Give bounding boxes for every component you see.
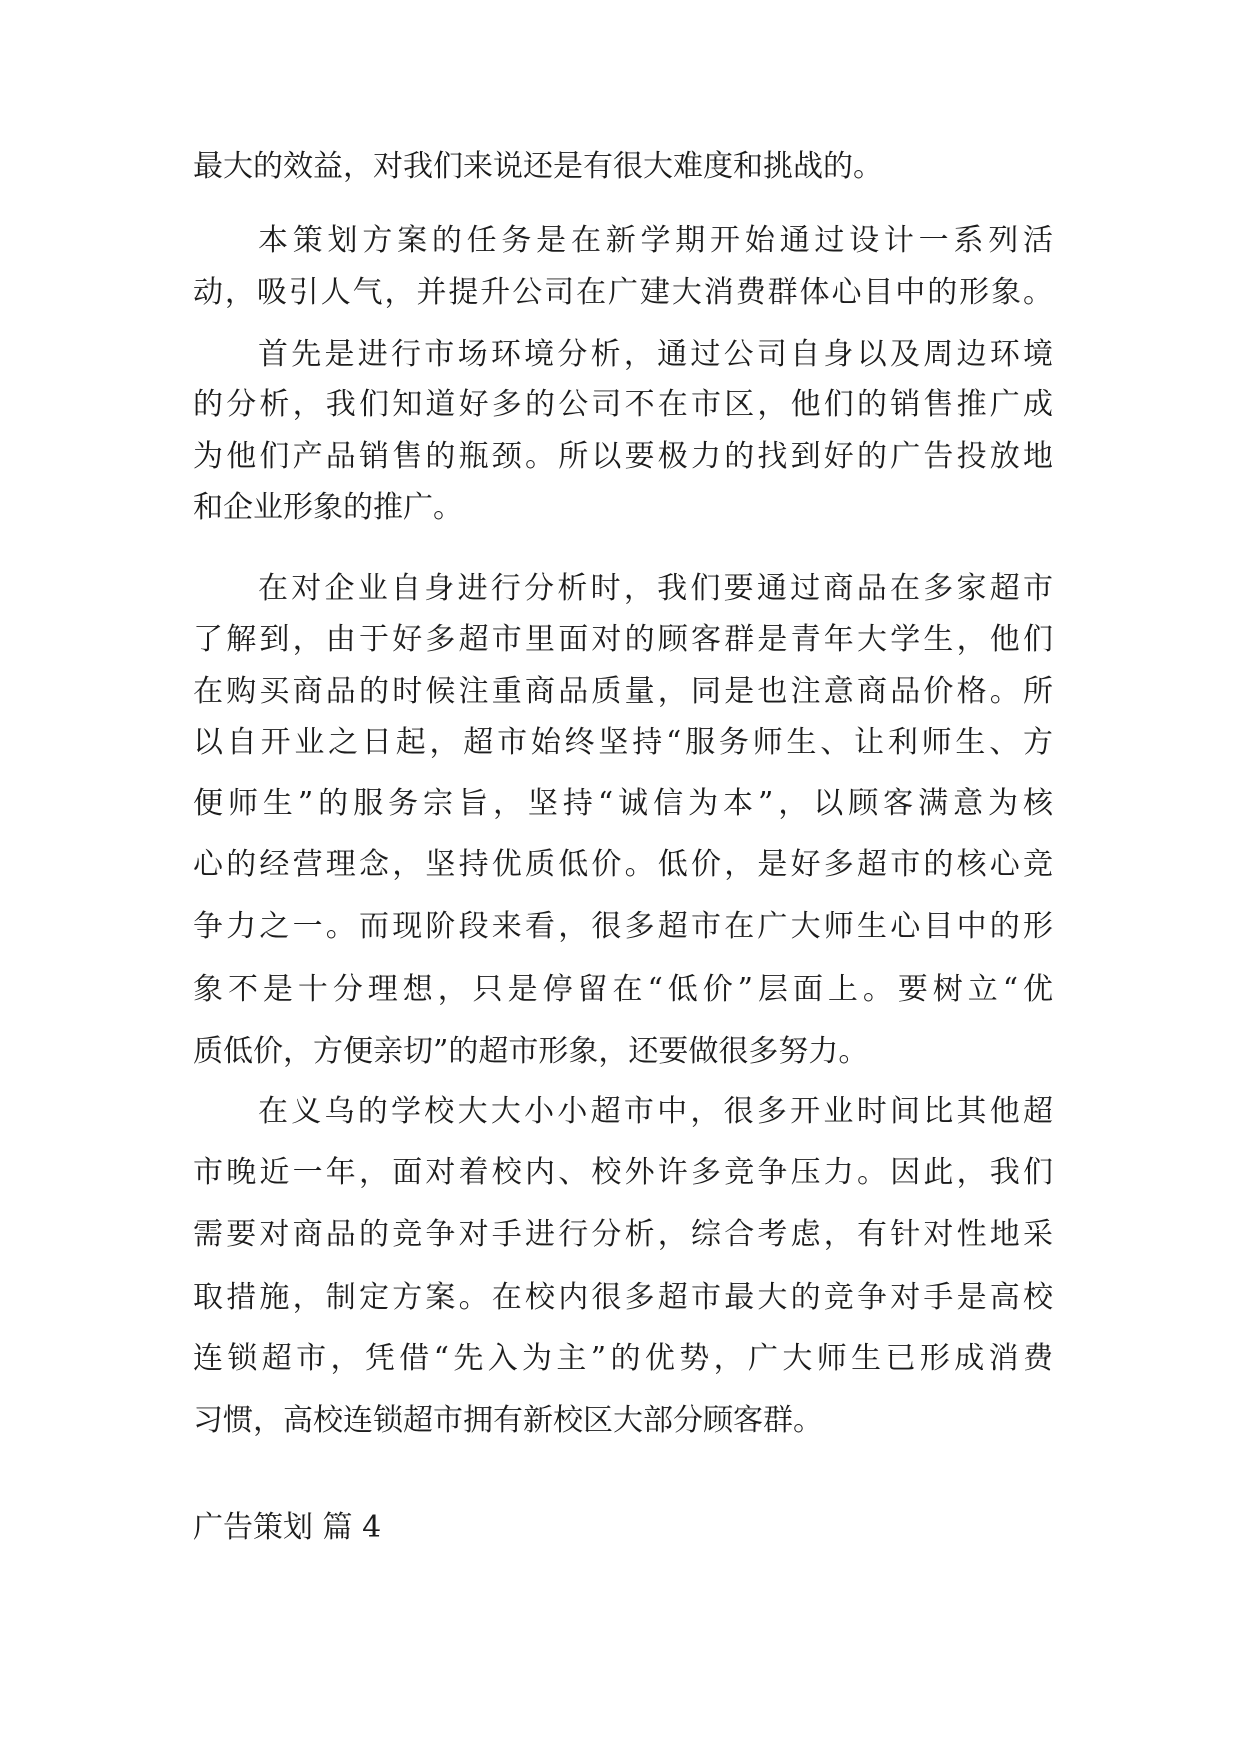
- text-line: 动，吸引人气，并提升公司在广建大消费群体心目中的形象。: [193, 275, 1053, 310]
- paragraph-first-line: 在义乌的学校大大小小超市中，很多开业时间比其他超: [258, 1094, 1053, 1129]
- text-line: 心的经营理念，坚持优质低价。低价，是好多超市的核心竞: [193, 847, 1053, 882]
- text-line: 习惯，高校连锁超市拥有新校区大部分顾客群。: [193, 1403, 823, 1438]
- text-line: 取措施，制定方案。在校内很多超市最大的竞争对手是高校: [193, 1280, 1053, 1315]
- section-heading: 广告策划 篇 4: [193, 1510, 382, 1545]
- text-line: 象不是十分理想，只是停留在“低价”层面上。要树立“优: [193, 972, 1053, 1007]
- paragraph-first-line: 本策划方案的任务是在新学期开始通过设计一系列活: [258, 223, 1053, 258]
- text-line: 和企业形象的推广。: [193, 490, 463, 525]
- text-line: 需要对商品的竞争对手进行分析，综合考虑，有针对性地采: [193, 1217, 1053, 1252]
- text-line: 便师生”的服务宗旨，坚持“诚信为本”，以顾客满意为核: [193, 786, 1053, 821]
- text-line: 的分析，我们知道好多的公司不在市区，他们的销售推广成: [193, 387, 1053, 422]
- text-line: 以自开业之日起，超市始终坚持“服务师生、让利师生、方: [193, 725, 1053, 760]
- text-line: 质低价，方便亲切”的超市形象，还要做很多努力。: [193, 1034, 869, 1069]
- text-line: 最大的效益，对我们来说还是有很大难度和挑战的。: [193, 149, 883, 184]
- text-line: 争力之一。而现阶段来看，很多超市在广大师生心目中的形: [193, 909, 1053, 944]
- text-line: 在购买商品的时候注重商品质量，同是也注意商品价格。所: [193, 674, 1053, 709]
- paragraph-first-line: 首先是进行市场环境分析，通过公司自身以及周边环境: [258, 337, 1053, 372]
- text-line: 连锁超市，凭借“先入为主”的优势，广大师生已形成消费: [193, 1341, 1053, 1376]
- paragraph-first-line: 在对企业自身进行分析时，我们要通过商品在多家超市: [258, 571, 1053, 606]
- text-line: 为他们产品销售的瓶颈。所以要极力的找到好的广告投放地: [193, 439, 1053, 474]
- text-line: 了解到，由于好多超市里面对的顾客群是青年大学生，他们: [193, 622, 1053, 657]
- text-line: 市晚近一年，面对着校内、校外许多竞争压力。因此，我们: [193, 1155, 1053, 1190]
